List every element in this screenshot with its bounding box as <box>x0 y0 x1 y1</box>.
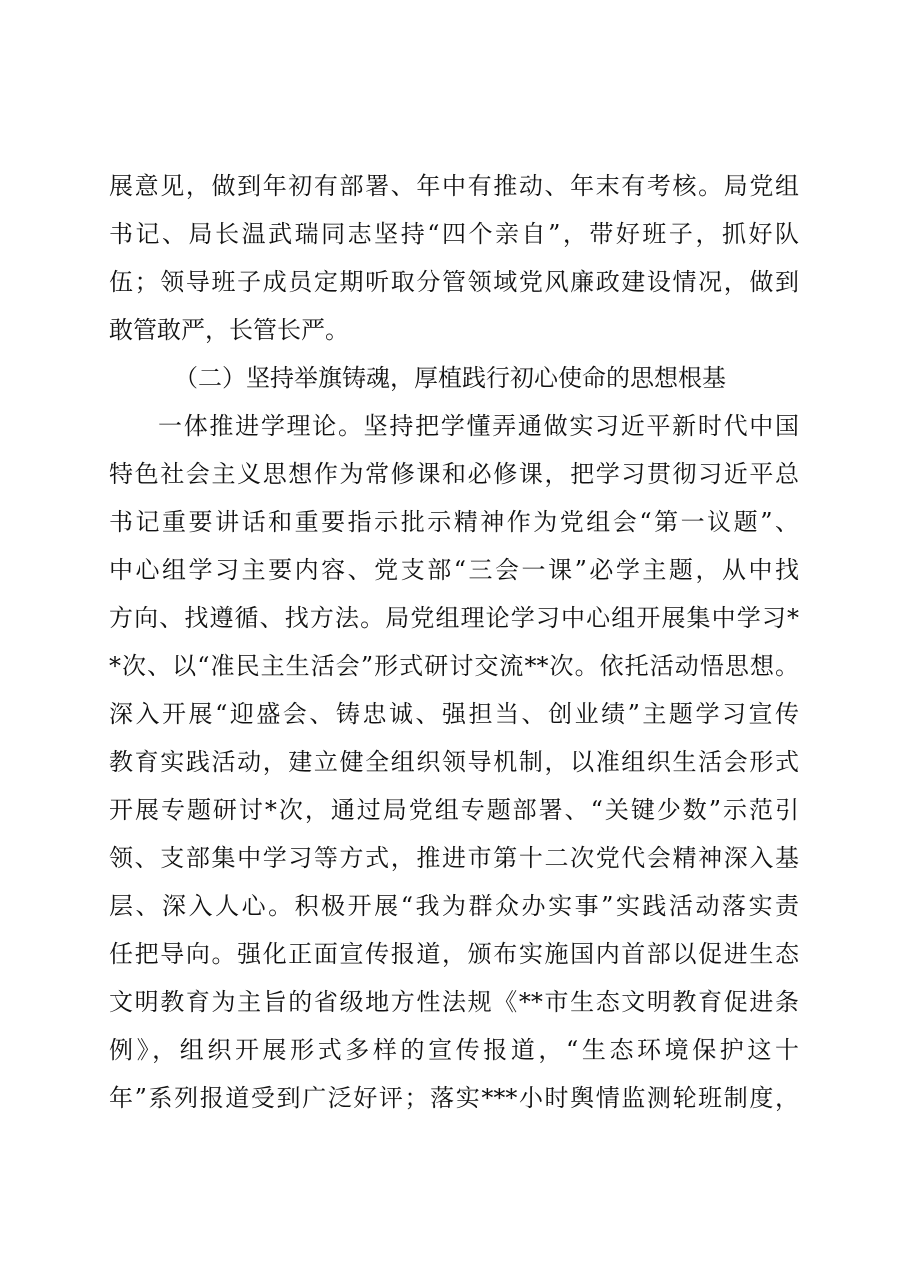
text-line: 文明教育为主旨的省级地方性法规《**市生态文明教育促进条 <box>109 988 799 1016</box>
text-line: *次、以“准民主生活会”形式研讨交流**次。依托活动悟思想。 <box>109 652 799 680</box>
text-line: 中心组学习主要内容、党支部“三会一课”必学主题，从中找 <box>109 556 799 584</box>
text-line: 年”系列报道受到广泛好评；落实***小时舆情监测轮班制度， <box>109 1084 799 1112</box>
text-line: 一体推进学理论。坚持把学懂弄通做实习近平新时代中国 <box>158 412 799 440</box>
text-line: 敢管敢严，长管长严。 <box>109 316 349 344</box>
text-line: 方向、找遵循、找方法。局党组理论学习中心组开展集中学习* <box>109 604 799 632</box>
text-line: 展意见，做到年初有部署、年中有推动、年末有考核。局党组 <box>109 172 799 200</box>
text-line: 特色社会主义思想作为常修课和必修课，把学习贯彻习近平总 <box>109 460 799 488</box>
text-line: 任把导向。强化正面宣传报道，颁布实施国内首部以促进生态 <box>109 940 799 968</box>
text-line: 层、深入人心。积极开展“我为群众办实事”实践活动落实责 <box>109 892 799 920</box>
text-line: 书记重要讲话和重要指示批示精神作为党组会“第一议题”、 <box>109 508 799 536</box>
text-line: 领、支部集中学习等方式，推进市第十二次党代会精神深入基 <box>109 844 799 872</box>
text-line: 开展专题研讨*次，通过局党组专题部署、“关键少数”示范引 <box>109 796 799 824</box>
text-line: 伍；领导班子成员定期听取分管领域党风廉政建设情况，做到 <box>109 268 799 296</box>
text-line: 深入开展“迎盛会、铸忠诚、强担当、创业绩”主题学习宣传 <box>109 700 799 728</box>
section-heading: （二）坚持举旗铸魂，厚植践行初心使命的思想根基 <box>174 364 726 392</box>
text-line: 例》，组织开展形式多样的宣传报道，“生态环境保护这十 <box>109 1036 799 1064</box>
text-line: 书记、局长温武瑞同志坚持“四个亲自”，带好班子，抓好队 <box>109 220 799 248</box>
text-line: 教育实践活动，建立健全组织领导机制，以准组织生活会形式 <box>109 748 799 776</box>
